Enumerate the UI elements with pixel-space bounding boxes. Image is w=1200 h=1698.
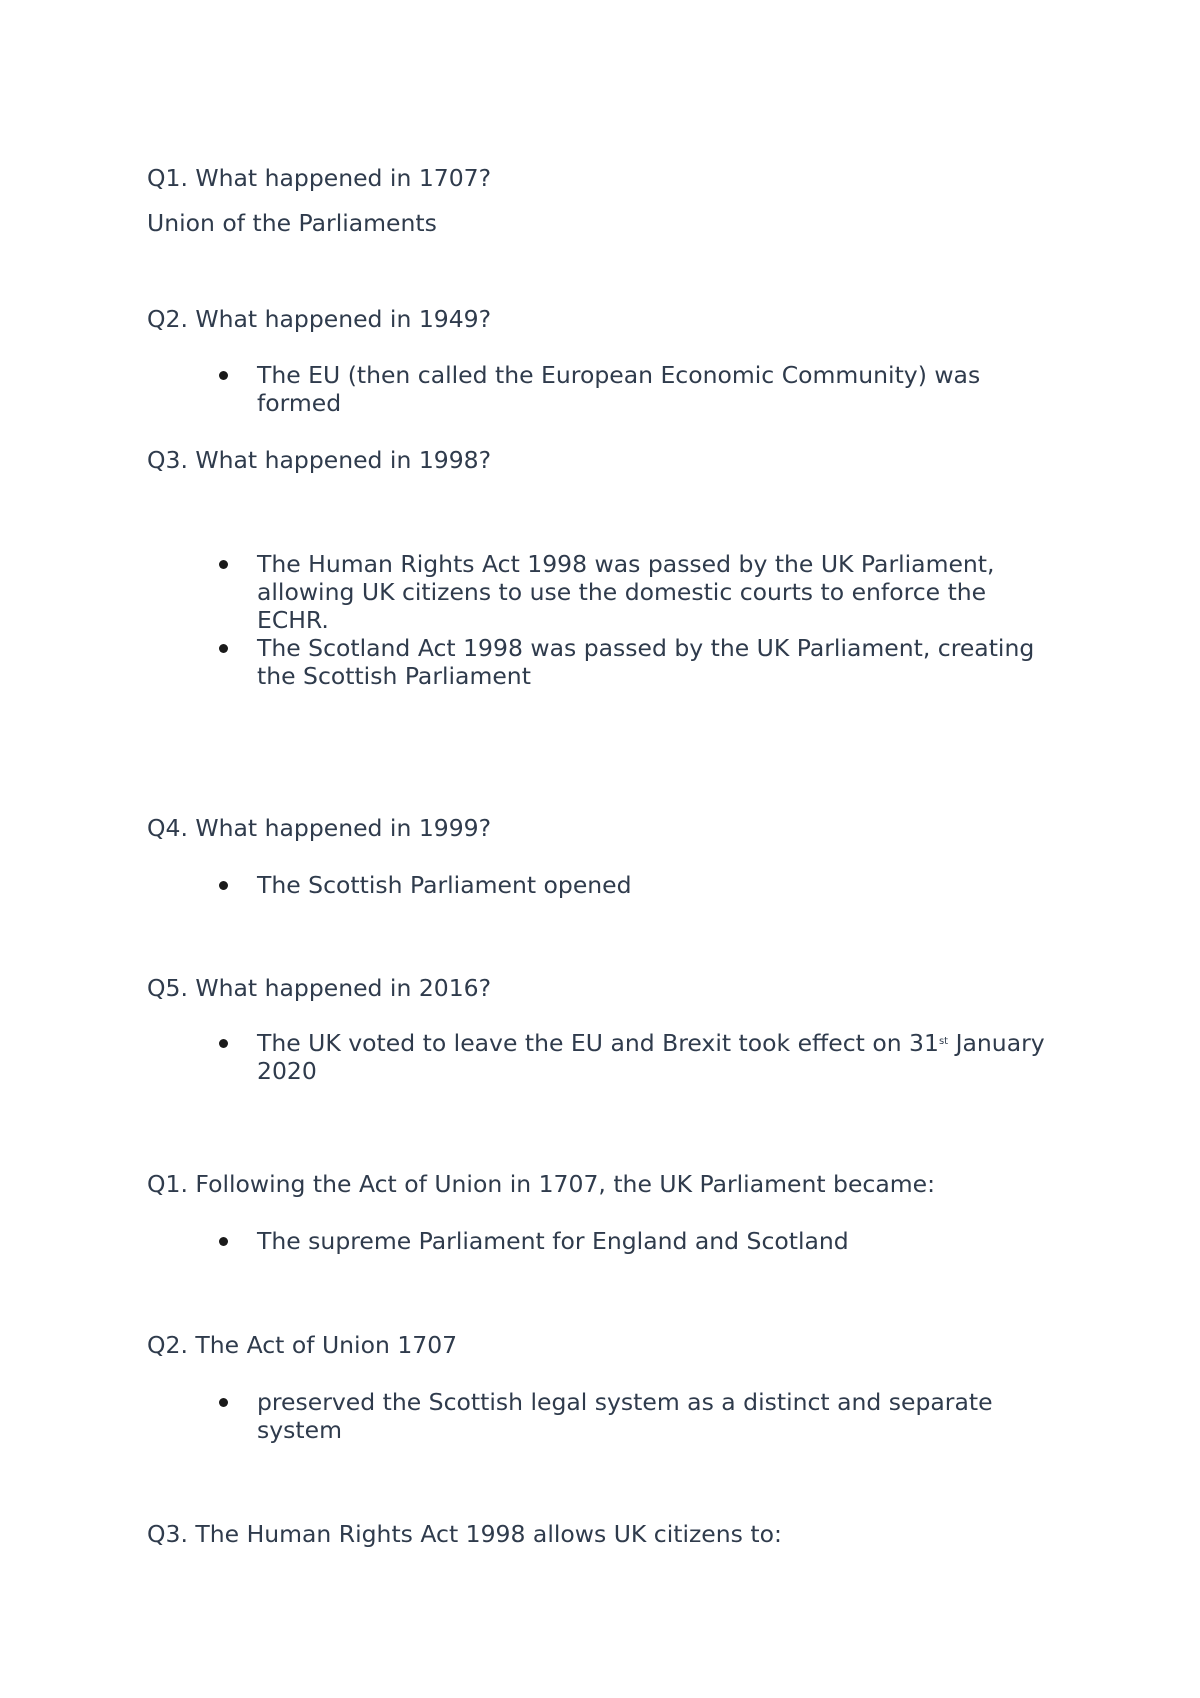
answer-list-1999 — [0, 871, 1200, 899]
question-act-of-union-parliament: Q1. Following the Act of Union in 1707, the UK Parliament became: — [147, 1170, 935, 1198]
bullet-icon — [219, 1237, 228, 1246]
question-act-of-union-1707: Q2. The Act of Union 1707 — [147, 1331, 458, 1359]
list-item-text: The Human Rights Act 1998 was passed by the UK Parliament, allowing UK citizens to use the domestic courts to enforce the ECHR. — [257, 550, 995, 634]
bullet-icon — [219, 371, 228, 380]
ordinal-suffix: st — [938, 1036, 949, 1047]
answer-list-act-of-union-parliament — [0, 1227, 1200, 1255]
answer-list-1949 — [0, 361, 1200, 417]
list-item-text: The Scotland Act 1998 was passed by the UK Parliament, creating the Scottish Parliament — [257, 634, 1035, 690]
list-item — [0, 634, 1047, 690]
list-item — [0, 1029, 1047, 1085]
question-2016: Q5. What happened in 2016? — [147, 974, 492, 1002]
answer-list-1998 — [0, 550, 1200, 690]
question-1999: Q4. What happened in 1999? — [147, 814, 492, 842]
question-1998: Q3. What happened in 1998? — [147, 446, 492, 474]
bullet-icon — [219, 560, 228, 569]
list-item — [0, 361, 1047, 417]
list-item — [0, 550, 1047, 634]
list-item-text: The Scottish Parliament opened — [257, 871, 632, 899]
answer-list-2016 — [0, 1029, 1200, 1085]
question-1707: Q1. What happened in 1707? — [147, 164, 492, 192]
answer-list-act-of-union-1707 — [0, 1388, 1200, 1444]
list-item — [0, 871, 1047, 899]
list-item-text: The EU (then called the European Economic Community) was formed — [257, 361, 981, 417]
list-item — [0, 1227, 1047, 1255]
list-item-text-end: January 2020 — [257, 1029, 1045, 1085]
list-item — [0, 1388, 1047, 1444]
bullet-icon — [219, 1398, 228, 1407]
list-item-text-start: The UK voted to leave the EU and Brexit took effect on 31 — [257, 1029, 939, 1057]
answer-1707: Union of the Parliaments — [147, 209, 437, 237]
list-item-text: preserved the Scottish legal system as a distinct and separate system — [257, 1388, 993, 1444]
question-1949: Q2. What happened in 1949? — [147, 305, 492, 333]
bullet-icon — [219, 644, 228, 653]
question-human-rights-act: Q3. The Human Rights Act 1998 allows UK citizens to: — [147, 1520, 782, 1548]
bullet-icon — [219, 881, 228, 890]
list-item-text: The supreme Parliament for England and Scotland — [257, 1227, 849, 1255]
bullet-icon — [219, 1039, 228, 1048]
